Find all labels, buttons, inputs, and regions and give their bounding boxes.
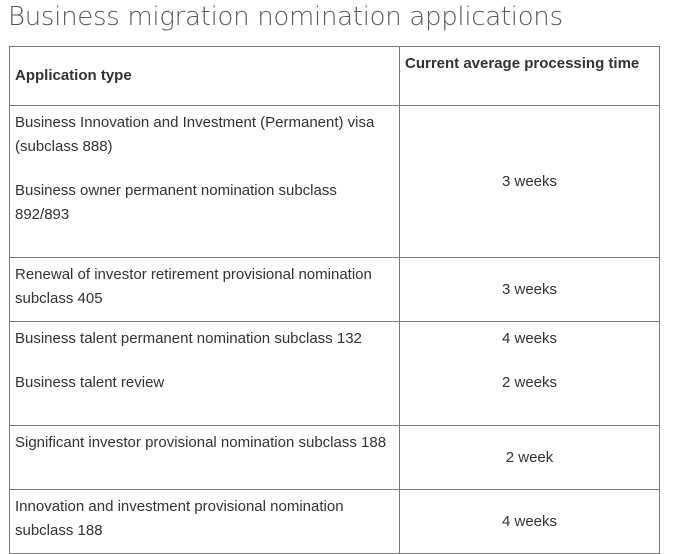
application-type-cell bbox=[10, 322, 400, 426]
table-row bbox=[10, 106, 660, 258]
processing-time-text: 3 weeks bbox=[501, 280, 558, 298]
table-row bbox=[10, 426, 660, 490]
table-row bbox=[10, 322, 660, 426]
column-header-processing-time: Current average processing time bbox=[400, 47, 660, 106]
column-header-application-type: Application type bbox=[10, 47, 400, 106]
processing-time-text: 4 weeks bbox=[501, 512, 558, 530]
processing-time-cell bbox=[400, 490, 660, 554]
application-type-cell bbox=[10, 258, 400, 322]
processing-time-cell bbox=[400, 106, 660, 258]
processing-time-cell bbox=[400, 426, 660, 490]
processing-time-text: 2 week bbox=[505, 448, 554, 466]
table-header-row bbox=[10, 47, 660, 106]
application-type-text: Innovation and investment provisional nomination subclass 188 bbox=[15, 498, 344, 539]
application-type-text: Business Innovation and Investment (Permanent) visa (subclass 888) bbox=[15, 114, 375, 155]
table-row bbox=[10, 258, 660, 322]
application-type-cell bbox=[10, 106, 400, 258]
processing-time-text: 4 weeks bbox=[501, 330, 558, 347]
application-type-text: Significant investor provisional nomination subclass 188 bbox=[15, 434, 387, 451]
application-type-text: Business owner permanent nomination subclass 892/893 bbox=[15, 182, 337, 223]
processing-times-table bbox=[9, 46, 660, 554]
processing-time-cell bbox=[400, 258, 660, 322]
application-type-cell bbox=[10, 426, 400, 490]
processing-time-cell bbox=[400, 322, 660, 426]
processing-time-text: 3 weeks bbox=[501, 172, 558, 190]
processing-time-text: 2 weeks bbox=[501, 374, 558, 391]
application-type-text: Business talent review bbox=[15, 374, 165, 391]
application-type-cell bbox=[10, 490, 400, 554]
table-row bbox=[10, 490, 660, 554]
application-type-text: Business talent permanent nomination subclass 132 bbox=[15, 330, 362, 347]
page-title: Business migration nomination applications bbox=[8, 2, 563, 32]
application-type-text: Renewal of investor retirement provisional nomination subclass 405 bbox=[15, 266, 372, 307]
